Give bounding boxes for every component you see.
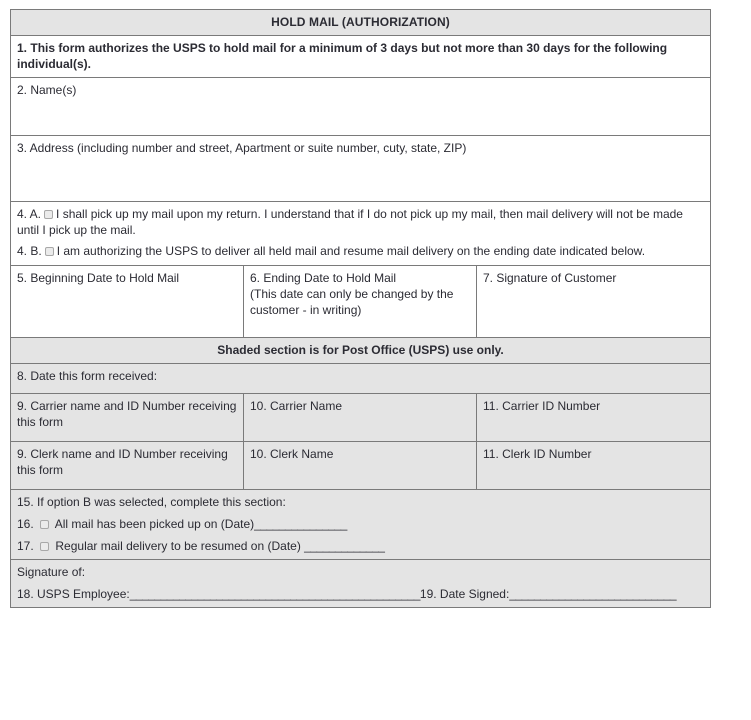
customer-signature-field[interactable] [477,265,711,337]
item-17-rule: _____________ [304,538,385,553]
clerk-name-field[interactable] [244,441,477,489]
clerk-id-field[interactable] [477,441,711,489]
ending-date-label: 6. Ending Date to Hold Mail [250,270,397,285]
form-table [10,9,711,608]
hold-mail-form [10,9,710,608]
carrier-row [11,393,711,441]
date-received-row [11,363,711,393]
date-signed-rule[interactable]: ___________________________ [509,586,677,601]
names-field[interactable] [11,77,711,135]
option-a-text: I shall pick up my mail upon my return. I understand that if I do not pick up my mail, then mail delivery will not be made until I pick up the mail. [17,206,683,237]
address-row [11,135,711,201]
signature-section-row [11,559,711,607]
ending-date-note: (This date can only be changed by the customer - in writing) [250,286,454,317]
signature-section-cell [11,559,711,607]
options-cell [11,201,711,265]
clerk-name-label: 10. Clerk Name [250,446,334,461]
option-b-section-heading: 15. If option B was selected, complete this section: [17,494,286,509]
clerk-name-id-field[interactable] [11,441,244,489]
carrier-id-label: 11. Carrier ID Number [483,398,601,413]
carrier-id-field[interactable] [477,393,711,441]
date-received-label: 8. Date this form received: [17,368,158,383]
signature-of-heading: Signature of: [17,564,86,579]
item-17-checkbox[interactable] [40,542,49,551]
intro-text: This form authorizes the USPS to hold mail for a minimum of 3 days but not more than 30 days for the following individual(s). [17,40,668,71]
option-b-checkbox[interactable] [45,247,54,256]
intro-row [11,35,711,77]
customer-signature-label: 7. Signature of Customer [483,270,617,285]
title-row [11,10,711,36]
signature-line [17,587,704,603]
date-received-field[interactable] [11,363,711,393]
clerk-name-id-label: 9. Clerk name and ID Number receiving this form [17,446,228,477]
address-label: 3. Address (including number and street, Apartment or suite number, cuty, state, ZIP) [17,140,467,155]
item-17-text: Regular mail delivery to be resumed on (Date) [55,538,301,553]
options-row [11,201,711,265]
ending-date-field[interactable] [244,265,477,337]
intro-number: 1. [17,40,28,55]
carrier-name-label: 10. Carrier Name [250,398,343,413]
address-field[interactable] [11,135,711,201]
item-16-line [17,517,704,533]
item-16-rule: _______________ [254,516,347,531]
usps-employee-rule[interactable]: _______________________________________________ [129,586,420,601]
clerk-row [11,441,711,489]
beginning-date-field[interactable] [11,265,244,337]
usps-use-only-banner: Shaded section is for Post Office (USPS) use only. [11,337,711,363]
names-row [11,77,711,135]
option-b-section-cell [11,489,711,559]
option-b-line [17,244,704,260]
carrier-name-id-label: 9. Carrier name and ID Number receiving this form [17,398,237,429]
date-signed-label: 19. Date Signed: [419,586,510,601]
usps-employee-label: 18. USPS Employee: [17,586,130,601]
names-label: 2. Name(s) [17,82,77,97]
option-a-checkbox[interactable] [44,210,53,219]
form-title: HOLD MAIL (AUTHORIZATION) [11,10,711,36]
option-b-section-row [11,489,711,559]
carrier-name-id-field[interactable] [11,393,244,441]
item-16-text: All mail has been picked up on (Date) [54,516,255,531]
beginning-date-label: 5. Beginning Date to Hold Mail [17,270,180,285]
dates-row [11,265,711,337]
clerk-id-label: 11. Clerk ID Number [483,446,592,461]
option-b-text: I am authorizing the USPS to deliver all held mail and resume mail delivery on the ending date indicated below. [56,243,646,258]
option-a-number: 4. A. [17,206,42,221]
item-16-checkbox[interactable] [40,520,49,529]
intro-cell [11,35,711,77]
carrier-name-field[interactable] [244,393,477,441]
option-a-line [17,207,704,239]
item-17-line [17,539,704,555]
usps-banner-row [11,337,711,363]
option-b-number: 4. B. [17,243,42,258]
item-17-number: 17. [17,538,34,553]
item-16-number: 16. [17,516,34,531]
